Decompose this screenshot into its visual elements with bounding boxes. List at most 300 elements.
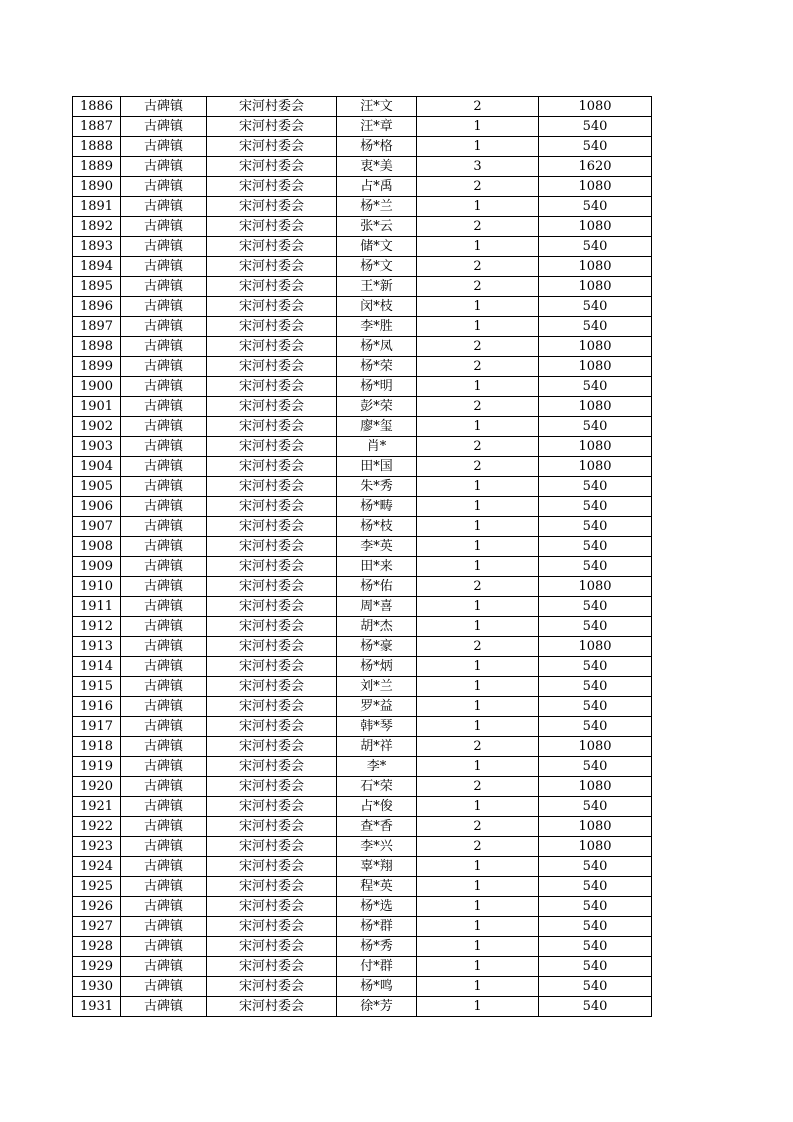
person-name-cell: 辜*翔 <box>337 857 417 877</box>
table-row <box>73 317 652 337</box>
table-row <box>73 917 652 937</box>
roster-table <box>72 96 652 1017</box>
amount-cell: 540 <box>539 657 652 677</box>
person-name-cell: 占*禹 <box>337 177 417 197</box>
table-row <box>73 677 652 697</box>
town-cell: 古碑镇 <box>121 637 207 657</box>
row-number-cell: 1929 <box>73 957 121 977</box>
row-number-cell: 1927 <box>73 917 121 937</box>
person-name-cell: 刘*兰 <box>337 677 417 697</box>
village-committee-cell: 宋河村委会 <box>207 797 337 817</box>
town-cell: 古碑镇 <box>121 857 207 877</box>
row-number-cell: 1914 <box>73 657 121 677</box>
town-cell: 古碑镇 <box>121 257 207 277</box>
town-cell: 古碑镇 <box>121 317 207 337</box>
row-number-cell: 1889 <box>73 157 121 177</box>
person-name-cell: 罗*益 <box>337 697 417 717</box>
row-number-cell: 1924 <box>73 857 121 877</box>
amount-cell: 1080 <box>539 457 652 477</box>
row-number-cell: 1887 <box>73 117 121 137</box>
person-name-cell: 李*胜 <box>337 317 417 337</box>
village-committee-cell: 宋河村委会 <box>207 197 337 217</box>
amount-cell: 1080 <box>539 97 652 117</box>
table-row <box>73 717 652 737</box>
household-count-cell: 1 <box>417 717 539 737</box>
village-committee-cell: 宋河村委会 <box>207 617 337 637</box>
amount-cell: 1080 <box>539 177 652 197</box>
table-row <box>73 837 652 857</box>
town-cell: 古碑镇 <box>121 597 207 617</box>
household-count-cell: 1 <box>417 617 539 637</box>
row-number-cell: 1898 <box>73 337 121 357</box>
village-committee-cell: 宋河村委会 <box>207 557 337 577</box>
row-number-cell: 1913 <box>73 637 121 657</box>
person-name-cell: 王*新 <box>337 277 417 297</box>
row-number-cell: 1905 <box>73 477 121 497</box>
row-number-cell: 1886 <box>73 97 121 117</box>
household-count-cell: 2 <box>417 817 539 837</box>
person-name-cell: 杨*凤 <box>337 337 417 357</box>
table-row <box>73 177 652 197</box>
document-page <box>72 96 651 1017</box>
amount-cell: 540 <box>539 197 652 217</box>
table-row <box>73 477 652 497</box>
household-count-cell: 1 <box>417 477 539 497</box>
table-row <box>73 577 652 597</box>
table-row <box>73 337 652 357</box>
table-row <box>73 857 652 877</box>
amount-cell: 1080 <box>539 817 652 837</box>
table-row <box>73 757 652 777</box>
town-cell: 古碑镇 <box>121 517 207 537</box>
row-number-cell: 1920 <box>73 777 121 797</box>
household-count-cell: 1 <box>417 697 539 717</box>
row-number-cell: 1909 <box>73 557 121 577</box>
village-committee-cell: 宋河村委会 <box>207 977 337 997</box>
household-count-cell: 1 <box>417 757 539 777</box>
row-number-cell: 1903 <box>73 437 121 457</box>
row-number-cell: 1915 <box>73 677 121 697</box>
row-number-cell: 1931 <box>73 997 121 1017</box>
town-cell: 古碑镇 <box>121 157 207 177</box>
table-row <box>73 137 652 157</box>
household-count-cell: 2 <box>417 337 539 357</box>
town-cell: 古碑镇 <box>121 337 207 357</box>
row-number-cell: 1910 <box>73 577 121 597</box>
amount-cell: 540 <box>539 317 652 337</box>
town-cell: 古碑镇 <box>121 657 207 677</box>
town-cell: 古碑镇 <box>121 917 207 937</box>
village-committee-cell: 宋河村委会 <box>207 837 337 857</box>
town-cell: 古碑镇 <box>121 817 207 837</box>
household-count-cell: 2 <box>417 777 539 797</box>
amount-cell: 540 <box>539 377 652 397</box>
person-name-cell: 杨*群 <box>337 917 417 937</box>
amount-cell: 540 <box>539 137 652 157</box>
person-name-cell: 杨*鸣 <box>337 977 417 997</box>
town-cell: 古碑镇 <box>121 677 207 697</box>
row-number-cell: 1893 <box>73 237 121 257</box>
village-committee-cell: 宋河村委会 <box>207 97 337 117</box>
household-count-cell: 2 <box>417 217 539 237</box>
person-name-cell: 田*来 <box>337 557 417 577</box>
amount-cell: 1080 <box>539 357 652 377</box>
household-count-cell: 1 <box>417 897 539 917</box>
amount-cell: 1080 <box>539 277 652 297</box>
village-committee-cell: 宋河村委会 <box>207 857 337 877</box>
row-number-cell: 1925 <box>73 877 121 897</box>
household-count-cell: 1 <box>417 917 539 937</box>
table-row <box>73 397 652 417</box>
amount-cell: 1080 <box>539 737 652 757</box>
village-committee-cell: 宋河村委会 <box>207 757 337 777</box>
town-cell: 古碑镇 <box>121 537 207 557</box>
household-count-cell: 2 <box>417 97 539 117</box>
person-name-cell: 彭*荣 <box>337 397 417 417</box>
town-cell: 古碑镇 <box>121 757 207 777</box>
row-number-cell: 1888 <box>73 137 121 157</box>
amount-cell: 540 <box>539 237 652 257</box>
row-number-cell: 1926 <box>73 897 121 917</box>
village-committee-cell: 宋河村委会 <box>207 457 337 477</box>
person-name-cell: 储*文 <box>337 237 417 257</box>
row-number-cell: 1895 <box>73 277 121 297</box>
village-committee-cell: 宋河村委会 <box>207 217 337 237</box>
town-cell: 古碑镇 <box>121 737 207 757</box>
person-name-cell: 汪*章 <box>337 117 417 137</box>
amount-cell: 540 <box>539 557 652 577</box>
person-name-cell: 闵*枝 <box>337 297 417 317</box>
town-cell: 古碑镇 <box>121 837 207 857</box>
table-row <box>73 437 652 457</box>
person-name-cell: 汪*文 <box>337 97 417 117</box>
village-committee-cell: 宋河村委会 <box>207 957 337 977</box>
town-cell: 古碑镇 <box>121 297 207 317</box>
household-count-cell: 3 <box>417 157 539 177</box>
amount-cell: 540 <box>539 477 652 497</box>
village-committee-cell: 宋河村委会 <box>207 717 337 737</box>
town-cell: 古碑镇 <box>121 237 207 257</box>
roster-table-body <box>73 97 652 1017</box>
table-row <box>73 117 652 137</box>
table-row <box>73 557 652 577</box>
village-committee-cell: 宋河村委会 <box>207 777 337 797</box>
row-number-cell: 1896 <box>73 297 121 317</box>
town-cell: 古碑镇 <box>121 377 207 397</box>
row-number-cell: 1908 <box>73 537 121 557</box>
person-name-cell: 杨*荣 <box>337 357 417 377</box>
row-number-cell: 1919 <box>73 757 121 777</box>
row-number-cell: 1890 <box>73 177 121 197</box>
table-row <box>73 517 652 537</box>
person-name-cell: 朱*秀 <box>337 477 417 497</box>
town-cell: 古碑镇 <box>121 937 207 957</box>
row-number-cell: 1928 <box>73 937 121 957</box>
town-cell: 古碑镇 <box>121 117 207 137</box>
household-count-cell: 2 <box>417 577 539 597</box>
person-name-cell: 杨*文 <box>337 257 417 277</box>
household-count-cell: 1 <box>417 297 539 317</box>
row-number-cell: 1912 <box>73 617 121 637</box>
table-row <box>73 897 652 917</box>
amount-cell: 540 <box>539 517 652 537</box>
household-count-cell: 1 <box>417 117 539 137</box>
table-row <box>73 737 652 757</box>
row-number-cell: 1897 <box>73 317 121 337</box>
village-committee-cell: 宋河村委会 <box>207 137 337 157</box>
amount-cell: 540 <box>539 717 652 737</box>
row-number-cell: 1911 <box>73 597 121 617</box>
village-committee-cell: 宋河村委会 <box>207 637 337 657</box>
town-cell: 古碑镇 <box>121 617 207 637</box>
person-name-cell: 韩*琴 <box>337 717 417 737</box>
village-committee-cell: 宋河村委会 <box>207 897 337 917</box>
village-committee-cell: 宋河村委会 <box>207 537 337 557</box>
person-name-cell: 杨*枝 <box>337 517 417 537</box>
household-count-cell: 1 <box>417 137 539 157</box>
village-committee-cell: 宋河村委会 <box>207 497 337 517</box>
village-committee-cell: 宋河村委会 <box>207 737 337 757</box>
household-count-cell: 1 <box>417 877 539 897</box>
amount-cell: 540 <box>539 417 652 437</box>
person-name-cell: 杨*选 <box>337 897 417 917</box>
amount-cell: 540 <box>539 957 652 977</box>
table-row <box>73 537 652 557</box>
person-name-cell: 石*荣 <box>337 777 417 797</box>
amount-cell: 1080 <box>539 577 652 597</box>
person-name-cell: 田*国 <box>337 457 417 477</box>
household-count-cell: 2 <box>417 357 539 377</box>
person-name-cell: 杨*炳 <box>337 657 417 677</box>
amount-cell: 1080 <box>539 257 652 277</box>
table-row <box>73 97 652 117</box>
table-row <box>73 657 652 677</box>
town-cell: 古碑镇 <box>121 497 207 517</box>
row-number-cell: 1902 <box>73 417 121 437</box>
household-count-cell: 2 <box>417 277 539 297</box>
row-number-cell: 1900 <box>73 377 121 397</box>
village-committee-cell: 宋河村委会 <box>207 297 337 317</box>
village-committee-cell: 宋河村委会 <box>207 517 337 537</box>
household-count-cell: 2 <box>417 737 539 757</box>
amount-cell: 540 <box>539 537 652 557</box>
amount-cell: 540 <box>539 877 652 897</box>
person-name-cell: 胡*杰 <box>337 617 417 637</box>
town-cell: 古碑镇 <box>121 777 207 797</box>
household-count-cell: 1 <box>417 977 539 997</box>
row-number-cell: 1923 <box>73 837 121 857</box>
person-name-cell: 肖* <box>337 437 417 457</box>
village-committee-cell: 宋河村委会 <box>207 917 337 937</box>
amount-cell: 1080 <box>539 217 652 237</box>
town-cell: 古碑镇 <box>121 217 207 237</box>
household-count-cell: 1 <box>417 857 539 877</box>
amount-cell: 540 <box>539 117 652 137</box>
household-count-cell: 1 <box>417 197 539 217</box>
person-name-cell: 杨*明 <box>337 377 417 397</box>
amount-cell: 540 <box>539 757 652 777</box>
person-name-cell: 周*喜 <box>337 597 417 617</box>
town-cell: 古碑镇 <box>121 357 207 377</box>
table-row <box>73 617 652 637</box>
village-committee-cell: 宋河村委会 <box>207 997 337 1017</box>
town-cell: 古碑镇 <box>121 577 207 597</box>
row-number-cell: 1918 <box>73 737 121 757</box>
person-name-cell: 杨*格 <box>337 137 417 157</box>
household-count-cell: 1 <box>417 597 539 617</box>
household-count-cell: 1 <box>417 377 539 397</box>
village-committee-cell: 宋河村委会 <box>207 277 337 297</box>
household-count-cell: 1 <box>417 677 539 697</box>
amount-cell: 1080 <box>539 437 652 457</box>
amount-cell: 540 <box>539 617 652 637</box>
person-name-cell: 廖*玺 <box>337 417 417 437</box>
household-count-cell: 2 <box>417 637 539 657</box>
person-name-cell: 李*英 <box>337 537 417 557</box>
row-number-cell: 1904 <box>73 457 121 477</box>
amount-cell: 1080 <box>539 837 652 857</box>
row-number-cell: 1917 <box>73 717 121 737</box>
amount-cell: 540 <box>539 297 652 317</box>
household-count-cell: 1 <box>417 797 539 817</box>
household-count-cell: 1 <box>417 997 539 1017</box>
household-count-cell: 1 <box>417 537 539 557</box>
household-count-cell: 2 <box>417 257 539 277</box>
person-name-cell: 张*云 <box>337 217 417 237</box>
table-row <box>73 237 652 257</box>
row-number-cell: 1894 <box>73 257 121 277</box>
town-cell: 古碑镇 <box>121 417 207 437</box>
household-count-cell: 1 <box>417 957 539 977</box>
table-row <box>73 457 652 477</box>
amount-cell: 540 <box>539 797 652 817</box>
town-cell: 古碑镇 <box>121 717 207 737</box>
table-row <box>73 777 652 797</box>
person-name-cell: 付*群 <box>337 957 417 977</box>
amount-cell: 540 <box>539 897 652 917</box>
person-name-cell: 查*香 <box>337 817 417 837</box>
amount-cell: 1080 <box>539 397 652 417</box>
household-count-cell: 1 <box>417 417 539 437</box>
person-name-cell: 杨*兰 <box>337 197 417 217</box>
person-name-cell: 杨*畴 <box>337 497 417 517</box>
household-count-cell: 2 <box>417 837 539 857</box>
table-row <box>73 277 652 297</box>
table-row <box>73 797 652 817</box>
table-row <box>73 257 652 277</box>
table-row <box>73 637 652 657</box>
table-row <box>73 417 652 437</box>
row-number-cell: 1922 <box>73 817 121 837</box>
table-row <box>73 877 652 897</box>
amount-cell: 540 <box>539 697 652 717</box>
village-committee-cell: 宋河村委会 <box>207 677 337 697</box>
row-number-cell: 1916 <box>73 697 121 717</box>
town-cell: 古碑镇 <box>121 797 207 817</box>
village-committee-cell: 宋河村委会 <box>207 477 337 497</box>
village-committee-cell: 宋河村委会 <box>207 877 337 897</box>
person-name-cell: 衷*美 <box>337 157 417 177</box>
household-count-cell: 2 <box>417 177 539 197</box>
table-row <box>73 197 652 217</box>
person-name-cell: 徐*芳 <box>337 997 417 1017</box>
household-count-cell: 2 <box>417 397 539 417</box>
household-count-cell: 1 <box>417 937 539 957</box>
town-cell: 古碑镇 <box>121 697 207 717</box>
village-committee-cell: 宋河村委会 <box>207 417 337 437</box>
amount-cell: 540 <box>539 857 652 877</box>
household-count-cell: 1 <box>417 237 539 257</box>
town-cell: 古碑镇 <box>121 177 207 197</box>
village-committee-cell: 宋河村委会 <box>207 337 337 357</box>
table-row <box>73 217 652 237</box>
town-cell: 古碑镇 <box>121 957 207 977</box>
amount-cell: 540 <box>539 597 652 617</box>
household-count-cell: 1 <box>417 657 539 677</box>
row-number-cell: 1921 <box>73 797 121 817</box>
village-committee-cell: 宋河村委会 <box>207 317 337 337</box>
row-number-cell: 1891 <box>73 197 121 217</box>
household-count-cell: 1 <box>417 317 539 337</box>
table-row <box>73 377 652 397</box>
town-cell: 古碑镇 <box>121 877 207 897</box>
town-cell: 古碑镇 <box>121 277 207 297</box>
person-name-cell: 胡*祥 <box>337 737 417 757</box>
household-count-cell: 1 <box>417 497 539 517</box>
town-cell: 古碑镇 <box>121 997 207 1017</box>
table-row <box>73 937 652 957</box>
town-cell: 古碑镇 <box>121 557 207 577</box>
table-row <box>73 817 652 837</box>
town-cell: 古碑镇 <box>121 437 207 457</box>
table-row <box>73 497 652 517</box>
amount-cell: 540 <box>539 917 652 937</box>
town-cell: 古碑镇 <box>121 977 207 997</box>
table-row <box>73 697 652 717</box>
village-committee-cell: 宋河村委会 <box>207 397 337 417</box>
amount-cell: 1620 <box>539 157 652 177</box>
village-committee-cell: 宋河村委会 <box>207 937 337 957</box>
row-number-cell: 1930 <box>73 977 121 997</box>
town-cell: 古碑镇 <box>121 97 207 117</box>
table-row <box>73 297 652 317</box>
amount-cell: 1080 <box>539 637 652 657</box>
household-count-cell: 2 <box>417 437 539 457</box>
town-cell: 古碑镇 <box>121 457 207 477</box>
town-cell: 古碑镇 <box>121 477 207 497</box>
village-committee-cell: 宋河村委会 <box>207 657 337 677</box>
village-committee-cell: 宋河村委会 <box>207 237 337 257</box>
household-count-cell: 1 <box>417 517 539 537</box>
person-name-cell: 占*俊 <box>337 797 417 817</box>
amount-cell: 1080 <box>539 777 652 797</box>
village-committee-cell: 宋河村委会 <box>207 257 337 277</box>
town-cell: 古碑镇 <box>121 197 207 217</box>
row-number-cell: 1892 <box>73 217 121 237</box>
village-committee-cell: 宋河村委会 <box>207 697 337 717</box>
town-cell: 古碑镇 <box>121 897 207 917</box>
row-number-cell: 1906 <box>73 497 121 517</box>
village-committee-cell: 宋河村委会 <box>207 817 337 837</box>
person-name-cell: 李* <box>337 757 417 777</box>
amount-cell: 1080 <box>539 337 652 357</box>
table-row <box>73 997 652 1017</box>
person-name-cell: 杨*豪 <box>337 637 417 657</box>
person-name-cell: 杨*佑 <box>337 577 417 597</box>
table-row <box>73 957 652 977</box>
amount-cell: 540 <box>539 937 652 957</box>
row-number-cell: 1907 <box>73 517 121 537</box>
